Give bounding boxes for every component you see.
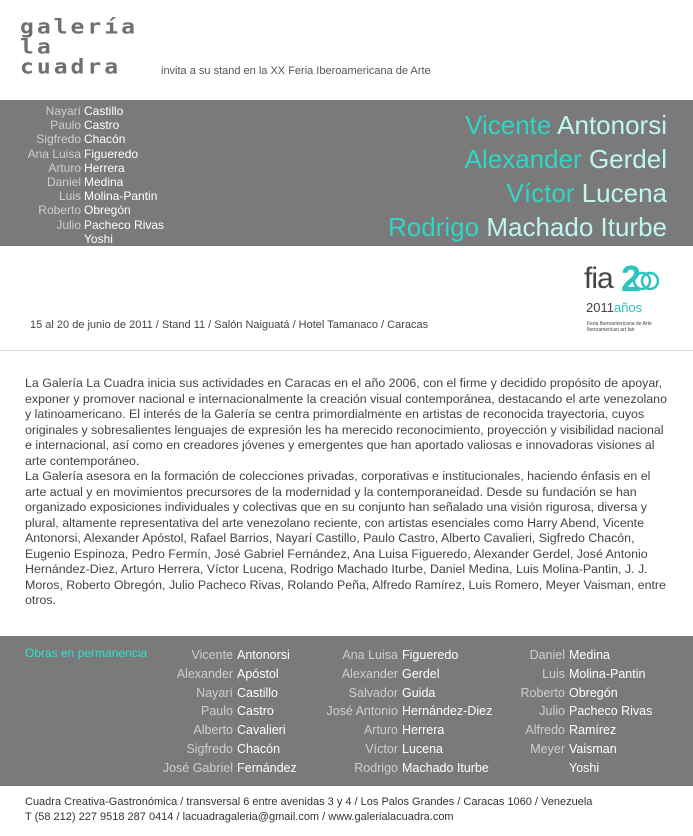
- artist-first-name: José Antonio: [326, 704, 398, 719]
- fia-year-number: 2011: [586, 300, 614, 315]
- fia-logo: [581, 260, 661, 340]
- artist-last-name: Obregón: [569, 685, 618, 700]
- featured-artists-list: [0, 104, 200, 246]
- event-info-band: [0, 246, 693, 350]
- artist-first-name: Paulo: [50, 118, 81, 133]
- fia-logo-text: fia: [584, 262, 613, 295]
- fia-subtitle-en: Iberoamerican art fair: [587, 327, 635, 333]
- artist-name-row: [247, 142, 667, 176]
- artist-first-name: Paulo: [201, 704, 233, 719]
- artist-first-name: Vicente: [191, 648, 233, 662]
- artist-last-name: Gerdel: [402, 666, 440, 681]
- artist-last-name: Apóstol: [237, 666, 279, 681]
- artist-last-name: Ramírez: [569, 723, 617, 738]
- artist-last-name: Medina: [84, 174, 124, 189]
- artist-name-row: [0, 665, 652, 684]
- artist-name-row: [0, 147, 200, 161]
- artist-last-name: Molina-Pantin: [569, 666, 646, 681]
- artist-first-name: Sigfredo: [186, 741, 233, 756]
- artist-first-name: Nayarí: [196, 685, 233, 700]
- artist-last-name: Pacheco Rivas: [84, 217, 165, 232]
- artist-last-name: Herrera: [402, 723, 445, 738]
- artist-first-name: Alberto: [193, 723, 233, 738]
- artist-first-name: Luis: [542, 666, 565, 681]
- artist-last-name: Yoshi: [84, 231, 113, 246]
- artist-last-name: Pacheco Rivas: [569, 704, 653, 719]
- fia-logo-two: 2: [621, 258, 642, 299]
- artist-name-row: [0, 175, 200, 189]
- artist-first-name: Roberto: [520, 685, 565, 700]
- logo-line: galería: [20, 15, 138, 39]
- artist-first-name: Rodrigo: [388, 212, 480, 242]
- artist-first-name: Daniel: [529, 648, 565, 662]
- artist-first-name: Luis: [58, 189, 81, 204]
- artist-first-name: Meyer: [530, 741, 565, 756]
- artist-last-name: Herrera: [84, 160, 125, 175]
- artist-first-name: Vicente: [465, 110, 552, 140]
- artist-last-name: Obregón: [84, 203, 131, 218]
- artist-name-row: [0, 646, 652, 665]
- fia-rings-icon: [633, 266, 659, 296]
- artist-last-name: Castro: [84, 118, 120, 133]
- artist-first-name: Alexander: [341, 666, 398, 681]
- artist-name-row: [0, 104, 200, 118]
- artist-name-row: [0, 759, 652, 778]
- artist-first-name: Julio: [56, 217, 81, 232]
- artist-last-name: Machado Iturbe: [402, 760, 489, 775]
- artist-first-name: Julio: [539, 704, 565, 719]
- artist-first-name: Alexander: [176, 666, 233, 681]
- artist-first-name: Arturo: [363, 723, 398, 738]
- featured-artists-band: [0, 100, 693, 246]
- artist-last-name: Guida: [402, 685, 436, 700]
- artist-name-row: [0, 702, 652, 721]
- artist-last-name: Figueredo: [84, 146, 139, 161]
- about-text: [25, 376, 673, 609]
- headline-artists-list: [247, 108, 667, 244]
- artist-last-name: Gerdel: [588, 144, 667, 174]
- artist-name-row: [247, 108, 667, 142]
- artist-last-name: Lucena: [581, 178, 667, 208]
- artist-last-name: Vaisman: [569, 741, 617, 756]
- invitation-text: invita a su stand en la XX Feria Iberoamericana de Arte: [161, 65, 431, 77]
- artist-first-name: José Gabriel: [162, 760, 233, 775]
- fia-subtitle-es: Feria Iberoamericana de Arte: [587, 321, 652, 327]
- artist-first-name: Daniel: [46, 174, 81, 189]
- logo-line: cuadra: [20, 55, 122, 79]
- artist-first-name: Nayarí: [45, 104, 81, 118]
- artist-first-name: Víctor: [365, 741, 398, 756]
- artist-last-name: Castillo: [237, 685, 278, 700]
- artist-last-name: Fernández: [237, 760, 297, 775]
- artist-last-name: Castro: [237, 704, 274, 719]
- about-paragraph-1: La Galería La Cuadra inicia sus actividades en Caracas en el año 2006, con el firme y decidido propósito de apoyar, exponer y promover nacional e internacionalmente la creación visual contemporánea, destacando el arte venezolano y latinoamericano. El interés de la Galería se centra primordialmente en artistas de reconocida trayectoria, cuyos originales y sobresalientes lenguajes de expresión les ha merecido reconocimiento, proyección y visibilidad nacional e internacional, así como en creadores jóvenes y emergentes que han aportado valiosas e innovadoras visiones al arte contemporáneo.: [25, 376, 667, 468]
- artist-name-row: [0, 721, 652, 740]
- artist-last-name: Cavalieri: [237, 723, 286, 738]
- artist-first-name: Roberto: [38, 203, 81, 218]
- header: [0, 0, 693, 100]
- footer: [0, 786, 693, 836]
- about-section: [0, 350, 693, 636]
- gallery-logo: [20, 15, 150, 79]
- artist-name-row: [0, 132, 200, 146]
- artist-first-name: Víctor: [506, 178, 575, 208]
- artist-first-name: Arturo: [48, 160, 81, 175]
- artist-first-name: Ana Luisa: [27, 146, 81, 161]
- artist-last-name: Chacón: [237, 741, 281, 756]
- artist-name-row: [0, 203, 200, 217]
- artist-last-name: Lucena: [402, 741, 444, 756]
- collection-label: Obras en permanencia: [25, 646, 148, 660]
- footer-address: Cuadra Creativa-Gastronómica / transversal 6 entre avenidas 3 y 4 / Los Palos Grandes / Caracas 1060 / Venezuela: [25, 796, 593, 808]
- artist-first-name: Ana Luisa: [342, 648, 398, 662]
- artist-name-row: [0, 232, 200, 246]
- artist-name-row: [0, 118, 200, 132]
- artist-last-name: Hernández-Diez: [402, 704, 493, 719]
- artist-last-name: Medina: [569, 648, 610, 662]
- about-paragraph-2: La Galería asesora en la formación de colecciones privadas, corporativas e institucionales, haciendo énfasis en el arte actual y en movimientos precursores de la modernidad y la contemporaneidad. Desde su fundación se han organizado exposiciones individuales y colectivas que en su conjunto han señalado una visión rigurosa, diversa y plural, altamente representativa del arte venezolano reciente, con artistas esenciales como Harry Abend, Vicente Antonorsi, Alexander Apóstol, Rafael Barrios, Nayarí Castillo, Paulo Castro, Alberto Cavalieri, Sigfredo Chacón, Eugenio Espinoza, Pedro Fermín, José Gabriel Fernández, Ana Luisa Figueredo, Alexander Gerdel, José Antonio Hernández-Diez, Arturo Herrera, Víctor Lucena, Rodrigo Machado Iturbe, Daniel Medina, Luis Molina-Pantin, J. J. Moros, Roberto Obregón, Julio Pacheco Rivas, Rolando Peña, Alfredo Ramírez, Luis Romero, Meyer Vaisman, entre otros.: [25, 469, 666, 607]
- event-dates: 15 al 20 de junio de 2011 / Stand 11 / Salón Naiguatá / Hotel Tamanaco / Caracas: [30, 319, 429, 331]
- fia-logo-year: [586, 300, 642, 315]
- artist-last-name: Machado Iturbe: [486, 212, 667, 242]
- artist-name-row: [0, 218, 200, 232]
- artist-name-row: [247, 176, 667, 210]
- artist-name-row: [0, 684, 652, 703]
- artist-name-row: [0, 189, 200, 203]
- logo-line: la: [20, 35, 54, 59]
- artist-last-name: Figueredo: [402, 648, 459, 662]
- artist-last-name: Antonorsi: [557, 110, 667, 140]
- artist-last-name: Molina-Pantin: [84, 189, 158, 204]
- artist-first-name: Alfredo: [525, 723, 565, 738]
- artist-first-name: [0, 232, 84, 246]
- artist-first-name: [0, 759, 569, 778]
- artist-last-name: Antonorsi: [237, 648, 290, 662]
- artist-last-name: Yoshi: [569, 760, 600, 775]
- fia-anos: años: [613, 300, 643, 315]
- artist-first-name: Salvador: [348, 685, 398, 700]
- artist-name-row: [0, 740, 652, 759]
- artist-name-row: [247, 210, 667, 244]
- artist-first-name: Sigfredo: [36, 132, 81, 147]
- artist-first-name: Alexander: [464, 144, 582, 174]
- collection-column-3: [0, 646, 652, 778]
- footer-contact: T (58 212) 227 9518 287 0414 / lacuadragaleria@gmail.com / www.galerialacuadra.com: [25, 811, 454, 823]
- collection-band: [0, 636, 693, 786]
- artist-first-name: Rodrigo: [354, 760, 398, 775]
- artist-last-name: Chacón: [84, 132, 126, 147]
- artist-name-row: [0, 161, 200, 175]
- artist-last-name: Castillo: [84, 104, 124, 118]
